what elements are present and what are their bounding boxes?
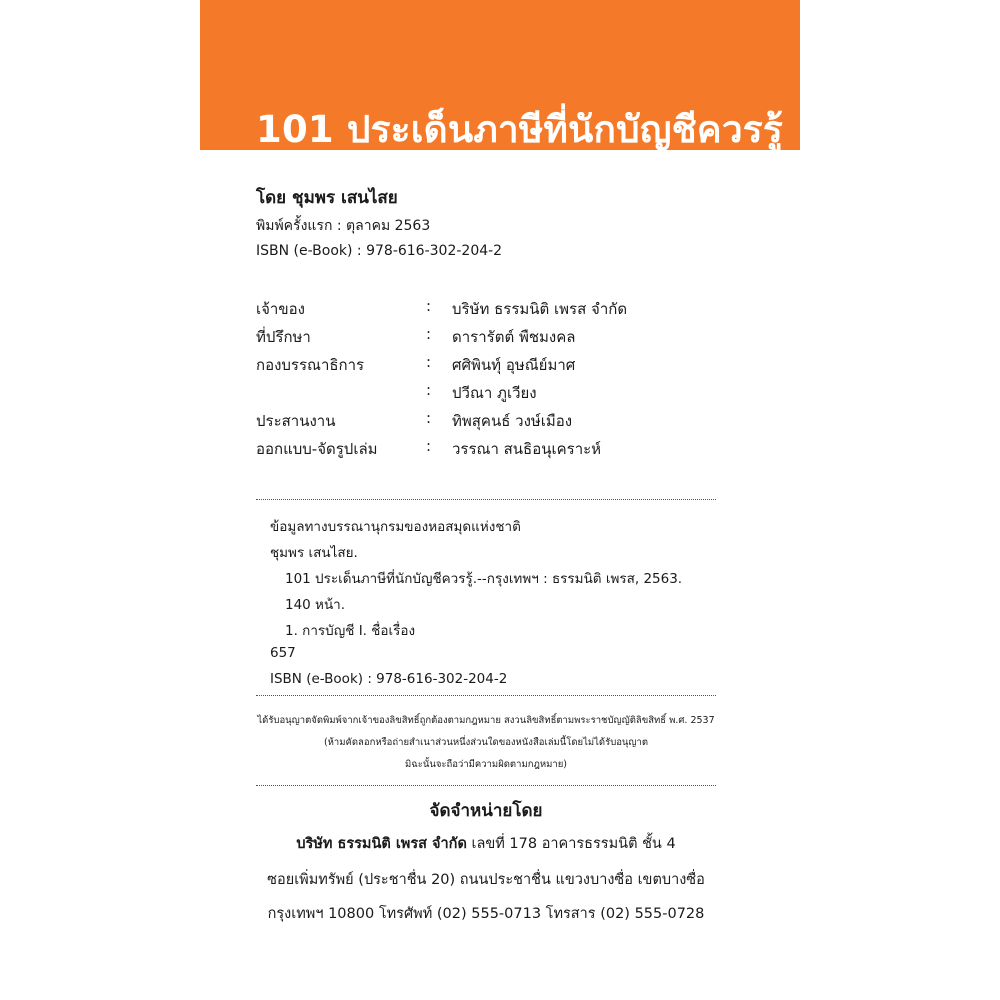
staff-colon: : bbox=[426, 409, 432, 427]
distribution-heading: จัดจำหน่ายโดย bbox=[429, 801, 543, 821]
staff-role: ประสานงาน bbox=[256, 412, 336, 430]
staff-colon: : bbox=[426, 353, 432, 371]
staff-name: ปวีณา ภูเวียง bbox=[452, 384, 537, 402]
first-print-line: พิมพ์ครั้งแรก : ตุลาคม 2563 bbox=[256, 218, 431, 234]
staff-row bbox=[256, 409, 756, 437]
copyright-page bbox=[200, 0, 800, 1000]
divider-middle bbox=[256, 695, 716, 696]
author-line: โดย ชุมพร เสนไสย bbox=[256, 188, 398, 208]
distributor-name: บริษัท ธรรมนิติ เพรส จำกัด bbox=[296, 836, 467, 852]
cip-author: ชุมพร เสนไสย. bbox=[270, 545, 358, 561]
staff-row bbox=[256, 437, 756, 465]
divider-bottom bbox=[256, 785, 716, 786]
staff-role: ออกแบบ-จัดรูปเล่ม bbox=[256, 440, 378, 458]
staff-name: บริษัท ธรรมนิติ เพรส จำกัด bbox=[452, 300, 628, 318]
staff-role: เจ้าของ bbox=[256, 300, 305, 318]
staff-colon: : bbox=[426, 297, 432, 315]
cip-pages: 140 หน้า. bbox=[285, 597, 346, 613]
staff-colon: : bbox=[426, 325, 432, 343]
title-banner bbox=[200, 0, 800, 150]
cip-subject: 1. การบัญชี I. ชื่อเรื่อง bbox=[285, 623, 416, 639]
staff-name: ดารารัตต์ พืชมงคล bbox=[452, 328, 576, 346]
cip-title: 101 ประเด็นภาษีที่นักบัญชีควรรู้.--กรุงเทพฯ : ธรรมนิติ เพรส, 2563. bbox=[285, 571, 683, 587]
staff-row bbox=[256, 353, 756, 381]
cip-heading: ข้อมูลทางบรรณานุกรมของหอสมุดแห่งชาติ bbox=[270, 519, 521, 535]
staff-role: ที่ปรึกษา bbox=[256, 328, 311, 346]
staff-colon: : bbox=[426, 437, 432, 455]
staff-row bbox=[256, 325, 756, 353]
book-title: 101 ประเด็นภาษีที่นักบัญชีควรรู้ bbox=[256, 108, 783, 151]
divider-top bbox=[256, 499, 716, 500]
legal-line: มิฉะนั้นจะถือว่ามีความผิดตามกฎหมาย) bbox=[405, 759, 567, 770]
staff-role: กองบรรณาธิการ bbox=[256, 356, 365, 374]
isbn-line: ISBN (e-Book) : 978-616-302-204-2 bbox=[256, 243, 503, 259]
legal-line: ได้รับอนุญาตจัดพิมพ์จากเจ้าของลิขสิทธิ์ถูกต้องตามกฎหมาย สงวนลิขสิทธิ์ตามพระราชบัญญัติลิขสิทธิ์ พ.ศ. 2537 bbox=[257, 715, 715, 726]
staff-colon: : bbox=[426, 381, 432, 399]
staff-name: ศศิพินท์ุ อุษณีย์มาศ bbox=[452, 356, 576, 374]
legal-line: (ห้ามคัดลอกหรือถ่ายสำเนาส่วนหนึ่งส่วนใดของหนังสือเล่มนี้โดยไม่ได้รับอนุญาต bbox=[323, 737, 649, 748]
staff-name: วรรณา สนธิอนุเคราะห์ bbox=[452, 440, 602, 458]
address-number: เลขที่ 178 อาคารธรรมนิติ ชั้น 4 bbox=[466, 836, 676, 852]
cip-isbn: ISBN (e-Book) : 978-616-302-204-2 bbox=[270, 671, 508, 687]
staff-row bbox=[256, 381, 756, 409]
staff-row bbox=[256, 297, 756, 325]
staff-name: ทิพสุคนธ์ วงษ์เมือง bbox=[452, 412, 573, 430]
distribution-contact-line: กรุงเทพฯ 10800 โทรศัพท์ (02) 555-0713 โทรสาร (02) 555-0728 bbox=[267, 906, 705, 922]
cip-class-number: 657 bbox=[270, 645, 296, 661]
distribution-address-line: ซอยเพิ่มทรัพย์ (ประชาชื่น 20) ถนนประชาชื่น แขวงบางซื่อ เขตบางซื่อ bbox=[267, 872, 705, 888]
distribution-address-line bbox=[256, 832, 716, 855]
